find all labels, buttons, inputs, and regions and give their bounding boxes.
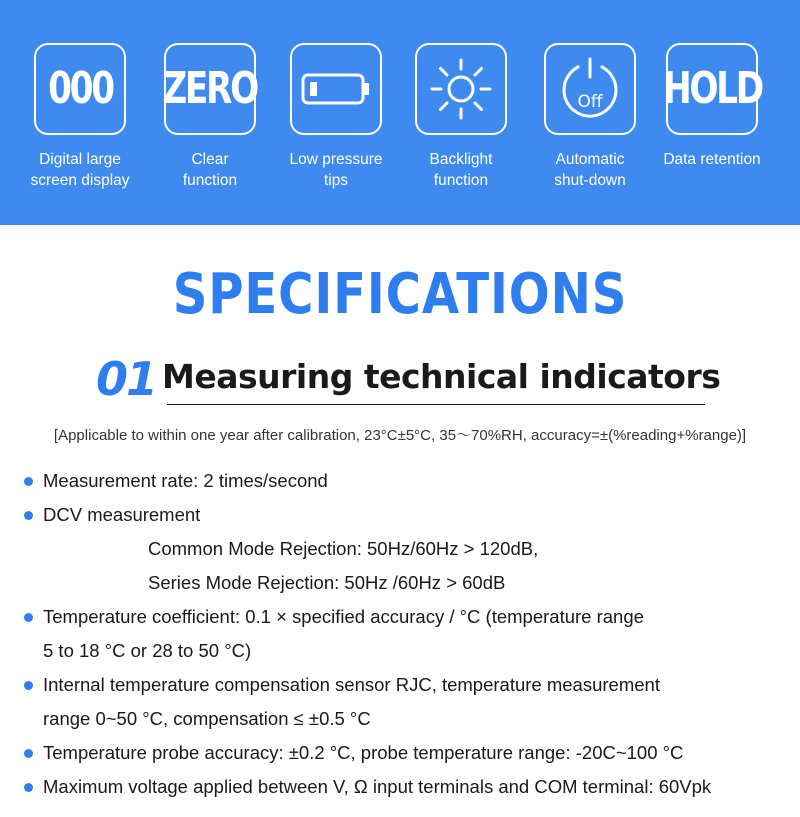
feature-label: Digital large screen display xyxy=(30,151,130,189)
feature-backlight xyxy=(415,43,507,191)
power-off-icon xyxy=(544,43,636,135)
spec-sub-item: Common Mode Rejection: 50Hz/60Hz > 120dB, xyxy=(148,538,539,559)
bullet-icon xyxy=(24,783,33,792)
specifications-title: SPECIFICATIONS xyxy=(172,262,628,327)
feature-label: Backlight function xyxy=(429,151,493,189)
spec-item: Temperature probe accuracy: ±0.2 °C, probe temperature range: -20C~100 °C xyxy=(43,742,684,763)
feature-auto-shutdown xyxy=(544,43,636,191)
spec-item-continuation: 5 to 18 °C or 28 to 50 °C) xyxy=(43,640,252,661)
battery-icon xyxy=(290,43,382,135)
feature-zero xyxy=(164,43,256,191)
calibration-note: [Applicable to within one year after calibration, 23°C±5°C, 35～70%RH, accuracy=±(%reading+%range)] xyxy=(53,427,747,444)
features-banner xyxy=(0,0,800,225)
bullet-icon xyxy=(24,749,33,758)
section-number: 01 xyxy=(96,352,157,406)
spec-item: Internal temperature compensation sensor RJC, temperature measurement xyxy=(43,674,660,695)
feature-hold xyxy=(662,43,762,170)
feature-digital-display xyxy=(30,43,130,191)
spec-item: DCV measurement xyxy=(43,504,201,525)
power-svg xyxy=(554,53,626,125)
zero-icon xyxy=(164,43,256,135)
hold-icon xyxy=(662,43,762,135)
digital-display-text: 000 xyxy=(47,63,113,114)
bullet-icon xyxy=(24,477,33,486)
feature-label: Clear function xyxy=(182,151,238,189)
spec-item: Measurement rate: 2 times/second xyxy=(43,470,328,491)
bullet-icon xyxy=(24,613,33,622)
power-off-text: Off xyxy=(577,92,603,112)
battery-svg xyxy=(301,69,371,109)
spec-item: Temperature coefficient: 0.1 × specified accuracy / °C (temperature range xyxy=(43,606,644,627)
sun-icon xyxy=(415,43,507,135)
zero-text: ZERO xyxy=(162,63,258,114)
bullet-icon xyxy=(24,681,33,690)
feature-low-pressure xyxy=(290,43,382,191)
feature-label: Automatic shut-down xyxy=(554,151,626,189)
feature-label: Data retention xyxy=(663,151,761,168)
section-title: Measuring technical indicators xyxy=(162,357,721,396)
feature-label: Low pressure tips xyxy=(289,151,383,189)
section-divider xyxy=(167,404,705,405)
spec-item-continuation: range 0~50 °C, compensation ≤ ±0.5 °C xyxy=(43,708,371,729)
digital-display-icon xyxy=(34,43,126,135)
sun-svg xyxy=(426,54,496,124)
spec-item: Maximum voltage applied between V, Ω input terminals and COM terminal: 60Vpk xyxy=(43,776,712,797)
bullet-icon xyxy=(24,511,33,520)
spec-sub-item: Series Mode Rejection: 50Hz /60Hz > 60dB xyxy=(148,572,506,593)
hold-text: HOLD xyxy=(662,63,762,114)
